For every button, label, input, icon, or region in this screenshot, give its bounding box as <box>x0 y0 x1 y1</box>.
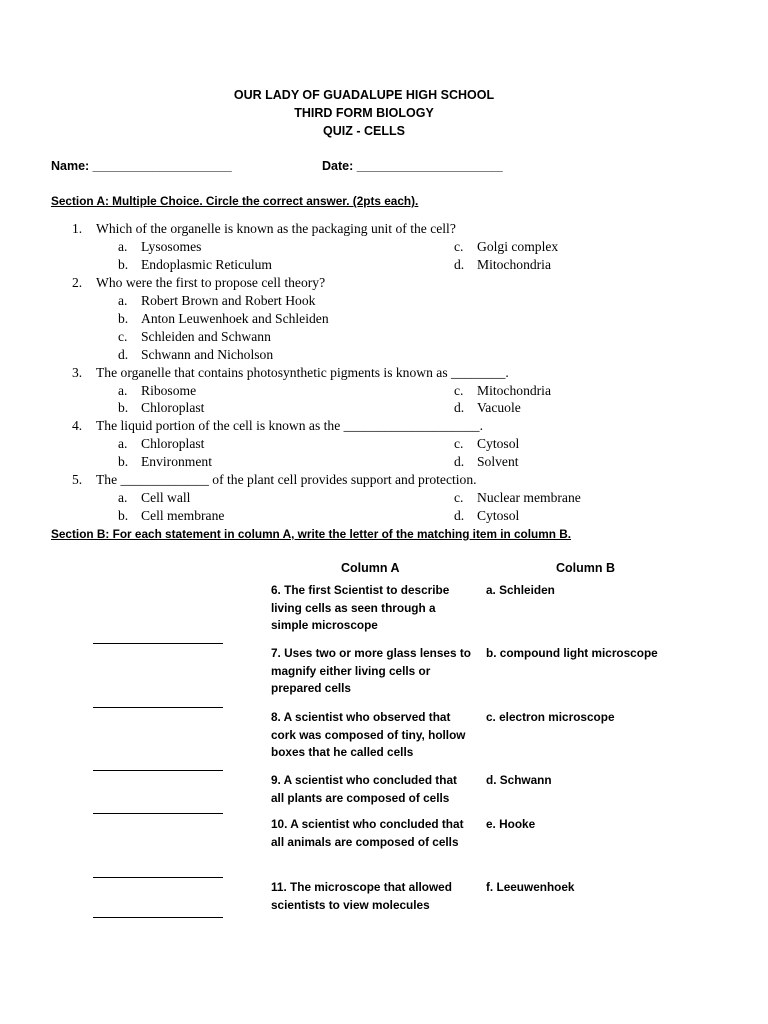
match-e: e. Hooke <box>486 817 536 831</box>
question-number: 1. <box>72 221 83 236</box>
option-text[interactable]: Cell wall <box>141 490 191 505</box>
date-field[interactable]: Date: _____________________ <box>322 159 503 173</box>
option-letter: c. <box>454 436 464 451</box>
statement-6: 6. The first Scientist to describe living cells as seen through a simple microscope <box>271 583 450 632</box>
question-text: The liquid portion of the cell is known as the ____________________. <box>96 418 483 433</box>
option-text[interactable]: Lysosomes <box>141 239 202 254</box>
option-text[interactable]: Robert Brown and Robert Hook <box>141 293 316 308</box>
question-text: Which of the organelle is known as the packaging unit of the cell? <box>96 221 456 236</box>
option-letter: d. <box>454 257 465 272</box>
course-title: THIRD FORM BIOLOGY <box>294 106 434 120</box>
question-number: 4. <box>72 418 83 433</box>
statement-10: 10. A scientist who concluded that all animals are composed of cells <box>271 817 464 849</box>
option-letter: c. <box>454 239 464 254</box>
question-text: Who were the first to propose cell theory? <box>96 275 326 290</box>
option-letter: a. <box>118 383 128 398</box>
option-text[interactable]: Solvent <box>477 454 519 469</box>
answer-blank-11[interactable] <box>93 917 223 918</box>
option-text[interactable]: Cytosol <box>477 508 520 523</box>
name-field[interactable]: Name: ____________________ <box>51 159 232 173</box>
match-c: c. electron microscope <box>486 710 615 724</box>
match-a: a. Schleiden <box>486 583 555 597</box>
option-text[interactable]: Mitochondria <box>477 257 551 272</box>
option-letter: a. <box>118 436 128 451</box>
option-text[interactable]: Nuclear membrane <box>477 490 581 505</box>
section-b-title: Section B: For each statement in column A, write the letter of the matching item in column B. <box>51 527 572 541</box>
question-number: 3. <box>72 365 83 380</box>
option-letter: c. <box>118 329 128 344</box>
match-f: f. Leeuwenhoek <box>486 880 575 894</box>
statement-8: 8. A scientist who observed that cork was composed of tiny, hollow boxes that he called cells <box>271 710 466 759</box>
option-letter: d. <box>454 400 465 415</box>
question-number: 2. <box>72 275 83 290</box>
option-letter: b. <box>118 311 129 326</box>
match-d: d. Schwann <box>486 773 552 787</box>
statement-11: 11. The microscope that allowed scientists to view molecules <box>271 880 452 912</box>
answer-blank-8[interactable] <box>93 770 223 771</box>
question-number: 5. <box>72 472 83 487</box>
column-a-header: Column A <box>341 561 400 575</box>
option-text[interactable]: Schwann and Nicholson <box>141 347 274 362</box>
question-text: The organelle that contains photosynthetic pigments is known as ________. <box>96 365 509 380</box>
option-text[interactable]: Cytosol <box>477 436 520 451</box>
option-text[interactable]: Ribosome <box>141 383 197 398</box>
option-text[interactable]: Golgi complex <box>477 239 559 254</box>
option-letter: b. <box>118 257 129 272</box>
option-letter: b. <box>118 400 129 415</box>
column-b-header: Column B <box>556 561 616 575</box>
option-letter: d. <box>454 508 465 523</box>
match-b: b. compound light microscope <box>486 646 658 660</box>
option-text[interactable]: Environment <box>141 454 212 469</box>
option-text[interactable]: Vacuole <box>477 400 521 415</box>
statement-9: 9. A scientist who concluded that all plants are composed of cells <box>271 773 457 805</box>
option-letter: a. <box>118 239 128 254</box>
option-text[interactable]: Mitochondria <box>477 383 551 398</box>
option-letter: b. <box>118 508 129 523</box>
answer-blank-7[interactable] <box>93 707 223 708</box>
option-text[interactable]: Schleiden and Schwann <box>141 329 271 344</box>
option-letter: c. <box>454 490 464 505</box>
quiz-title: QUIZ - CELLS <box>323 124 405 138</box>
option-text[interactable]: Anton Leuwenhoek and Schleiden <box>141 311 329 326</box>
option-letter: d. <box>454 454 465 469</box>
option-text[interactable]: Cell membrane <box>141 508 225 523</box>
option-text[interactable]: Chloroplast <box>141 436 205 451</box>
option-letter: a. <box>118 490 128 505</box>
school-name: OUR LADY OF GUADALUPE HIGH SCHOOL <box>233 88 495 102</box>
answer-blank-10[interactable] <box>93 877 223 878</box>
option-letter: d. <box>118 347 129 362</box>
section-a-title: Section A: Multiple Choice. Circle the correct answer. (2pts each). <box>51 194 419 208</box>
statement-7: 7. Uses two or more glass lenses to magnify either living cells or prepared cells <box>271 646 471 695</box>
option-letter: b. <box>118 454 129 469</box>
option-text[interactable]: Endoplasmic Reticulum <box>141 257 273 272</box>
option-letter: c. <box>454 383 464 398</box>
answer-blank-6[interactable] <box>93 643 223 644</box>
answer-blank-9[interactable] <box>93 813 223 814</box>
question-text: The _____________ of the plant cell provides support and protection. <box>96 472 477 487</box>
option-text[interactable]: Chloroplast <box>141 400 205 415</box>
option-letter: a. <box>118 293 128 308</box>
